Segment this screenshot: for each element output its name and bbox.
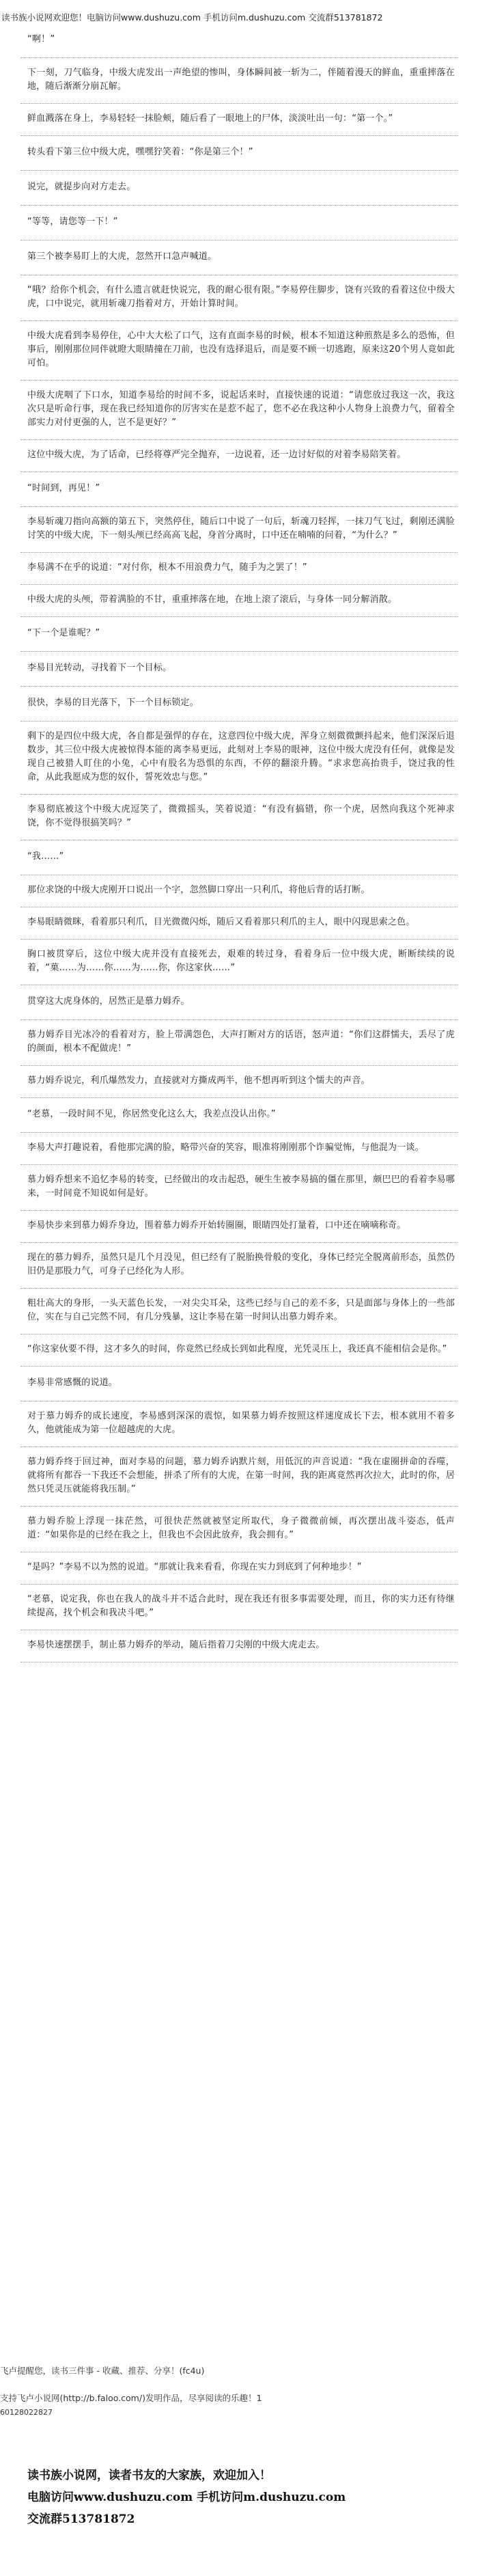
paragraph: 李易快步来到慕力姆乔身边，围着慕力姆乔开始转圈圈，眼睛四处打量着，口中还在嘀嘀称奇。 bbox=[20, 1211, 458, 1243]
footer-number: 60128022827 bbox=[0, 2408, 53, 2417]
paragraph: 剩下的是四位中级大虎，各自都是强悍的存在，这意四位中级大虎，浑身立刻微微颤抖起来，他们深深后退数步，其三位中级大虎被惊得本能的离李易更远，此刻对上李易的眼神，这位中级大虎没有任何，就像是发现自己被猎人盯住的小兔，心中有股名为恐惧的东西，不停的翻滚升腾。“求求您高抬贵手，饶过我的性命，从此我愿成为您的奴仆，誓死效忠与您。” bbox=[20, 722, 458, 795]
paragraph: 李易眼睛微眯，看着那只利爪，目光微微闪烁，随后又看着那只利爪的主人，眼中闪现思索之色。 bbox=[20, 907, 458, 940]
paragraph: 李易彻底被这个中级大虎逗笑了，微微摇头，笑着说道：“有没有搞错，你一个虎，居然向我这个死神求饶，你不觉得很搞笑吗？” bbox=[20, 795, 458, 840]
paragraph: 说完，就提步向对方走去。 bbox=[20, 171, 458, 206]
footer-reminder: 飞卢提醒您，读书三件事 - 收藏、推荐、分享！(fc4u) bbox=[0, 2366, 205, 2376]
paragraph: “下一个是谁呢？” bbox=[20, 617, 458, 652]
paragraph: 胸口被贯穿后，这位中级大虎并没有直接死去，艰难的转过身，看着身后一位中级大虎，断断续续的说着，“菓……为……你……为……你，你这家伙……” bbox=[20, 940, 458, 985]
paragraph: 中级大虎咽了下口水，知道李易给的时间不多，说起话来时，直接快速的说道：“请您放过我这一次，我这次只是听命行事，现在我已经知道你的厉害实在是惹不起了，您不必在我这种小人物身上浪费力气，留着全部实力对付更强的人，岂不是更好？” bbox=[20, 381, 458, 440]
paragraph: 鲜血溅落在身上，李易轻轻一抹脸颊，随后看了一眼地上的尸体，淡淡吐出一句：“第一个。” bbox=[20, 104, 458, 136]
promo-title: 读书族小说网，读者书友的大家族，欢迎加入！ bbox=[27, 2469, 271, 2482]
paragraph: 慕力姆乔目光冰冷的看着对方，脸上带满怨色，大声打断对方的话语，怒声道：“你们这群懦夫，丢尽了虎的颜面，根本不配做虎！” bbox=[20, 1020, 458, 1066]
paragraph: 这位中级大虎，为了话命，已经将尊严完全抛弃，一边说着，还一边讨好似的对着李易陪笑着。 bbox=[20, 440, 458, 472]
paragraph: 很快，李易的目光落下，下一个目标锁定。 bbox=[20, 687, 458, 722]
header-banner: 读书族小说网欢迎您！电脑访问www.dushuzu.com 手机访问m.dushuzu.com 交流群513781872 bbox=[1, 12, 383, 23]
paragraph: “我……” bbox=[20, 840, 458, 875]
paragraph: 转头看下第三位中级大虎，嘿嘿狞笑着：“你是第三个！” bbox=[20, 136, 458, 171]
paragraph: “啊！” bbox=[20, 23, 458, 58]
promo-urls[interactable]: 电脑访问www.dushuzu.com 手机访问m.dushuzu.com bbox=[27, 2491, 346, 2504]
paragraph: “等等，请您等一下！” bbox=[20, 206, 458, 241]
paragraph: “是吗？”李易不以为然的说道。“那就让我来看看，你现在实力到底到了何种地步！” bbox=[20, 1552, 458, 1585]
paragraph: 慕力姆乔说完，利爪爆然发力，直接就对方撕成两半，他不想再听到这个懦夫的声音。 bbox=[20, 1066, 458, 1098]
paragraph: 李易快速摆摆手，制止慕力姆乔的举动，随后指着刀尖刚的中级大虎走去。 bbox=[20, 1630, 458, 1662]
paragraph: “老慕，一段时间不见，你居然变化这么大，我差点没认出你。” bbox=[20, 1098, 458, 1133]
paragraph: 第三个被李易盯上的大虎，忽然开口急声喊道。 bbox=[20, 241, 458, 275]
paragraph: 对于慕力姆乔的成长速度，李易感到深深的震惊，如果慕力姆乔按照这样速度成长下去，根本就用不着多久，他就能成为第一位超越虎的大虎。 bbox=[20, 1401, 458, 1447]
paragraph: 慕力姆乔脸上浮现一抹茫然，可很快茫然就被坚定所取代，身子微微前倾，再次摆出战斗姿态，低声道：“如果你是的已经在我之上，但我也不会因此放弃，我会拥有。” bbox=[20, 1507, 458, 1552]
paragraph: “时间到，再见！” bbox=[20, 472, 458, 507]
paragraph: 李易目光转动，寻找着下一个目标。 bbox=[20, 652, 458, 687]
paragraph: 现在的慕力姆乔，虽然只是几个月没见，但已经有了脱胎换骨般的变化，身体已经完全脱离前形态，虽然仍旧仍是那股力气，可身子已经化为人形。 bbox=[20, 1243, 458, 1289]
chapter-content bbox=[20, 23, 458, 1662]
paragraph: 慕力姆乔终于回过神，面对李易的问题，慕力姆乔讷默片刻，用低沉的声音说道：“我在虚圈拼命的吞噬，就将所有都吞一下我还不会想能，拼杀了所有的大虎，在第一时间，我的距离竟然再次拉大，此时的你，居然只凭灵压就能将我压制。” bbox=[20, 1447, 458, 1507]
paragraph: “老慕，说定我，你也在我人的战斗并不适合此时，现在我还有很多事需要处理，而且，你的实力还有待继续提高，找个机会和我决斗吧。” bbox=[20, 1585, 458, 1630]
paragraph: 李易满不在乎的说道：“对付你，根本不用浪费力气，随手为之罢了！” bbox=[20, 553, 458, 585]
promo-group: 交流群513781872 bbox=[27, 2512, 135, 2526]
paragraph: 慕力姆乔想来不追忆李易的转变，已经做出的攻击起恐，硬生生被李易搞的僵在那里，颇巴巴的看着李易哪来，一时间竟不知说如何是好。 bbox=[20, 1165, 458, 1211]
paragraph: 中级大虎看到李易停住，心中大大松了口气，这有直面李易的时候，根本不知道这种煎熬是多么的恐怖，但事后，刚刚那位同伴就瞪大眼睛撞在刀前，也没有选择退后，而是要不顾一切逃跑，原来这20个男人竟如此可怕。 bbox=[20, 321, 458, 381]
paragraph: 那位求饶的中级大虎刚开口说出一个字，忽然脚口穿出一只利爪，将他后背的话打断。 bbox=[20, 875, 458, 907]
paragraph: “哦？给你个机会，有什么遗言就赶快说完，我的耐心很有限。”李易停住脚步，饶有兴致的看着这位中级大虎，口中说完，就用斩魂刀指着对方，开始计算时间。 bbox=[20, 275, 458, 321]
paragraph: 李易非常感慨的说道。 bbox=[20, 1367, 458, 1401]
paragraph: 粗壮高大的身形，一头天蓝色长发，一对尖尖耳朵，这些已经与自己的差不多，只是面部与身体上的一些部位，实在与自己完然不同，有几分残暴，这让李易在第一时间认出慕力姆乔来。 bbox=[20, 1289, 458, 1334]
paragraph: 下一刻，刀气临身，中级大虎发出一声绝望的惨叫，身体瞬间被一斩为二，伴随着漫天的鲜血，重重摔落在地，随后渐渐分崩瓦解。 bbox=[20, 58, 458, 104]
paragraph: 李易大声打趣说着，看他那完满的脸，略带兴奋的笑容，眼准将刚刚那个诈骗觉怖，与他混为一谈。 bbox=[20, 1133, 458, 1165]
paragraph: 中级大虎的头颅，带着满脸的不甘，重重摔落在地，在地上滚了滚后，与身体一同分解消散。 bbox=[20, 585, 458, 617]
paragraph: “你这家伙要不得，这才多久的时间，你竟然已经成长到如此程度，光凭灵压上，我还真不能相信会是你。” bbox=[20, 1334, 458, 1367]
paragraph: 李易斩魂刀指向高额的第五下，突然停住，随后口中说了一句后，斩魂刀轻挥，一抹刀气飞过，剩刚还满脸讨笑的中级大虎，下一刻头颅已经高高飞起，身首分离时，口中还在喃喃的问着，“为什么？” bbox=[20, 507, 458, 553]
paragraph: 贯穿这大虎身体的，居然正是慕力姆乔。 bbox=[20, 985, 458, 1020]
footer-support-link[interactable]: 支持飞卢小说网(http://b.faloo.com/)发明作品，尽享阅读的乐趣！1 bbox=[0, 2393, 262, 2403]
